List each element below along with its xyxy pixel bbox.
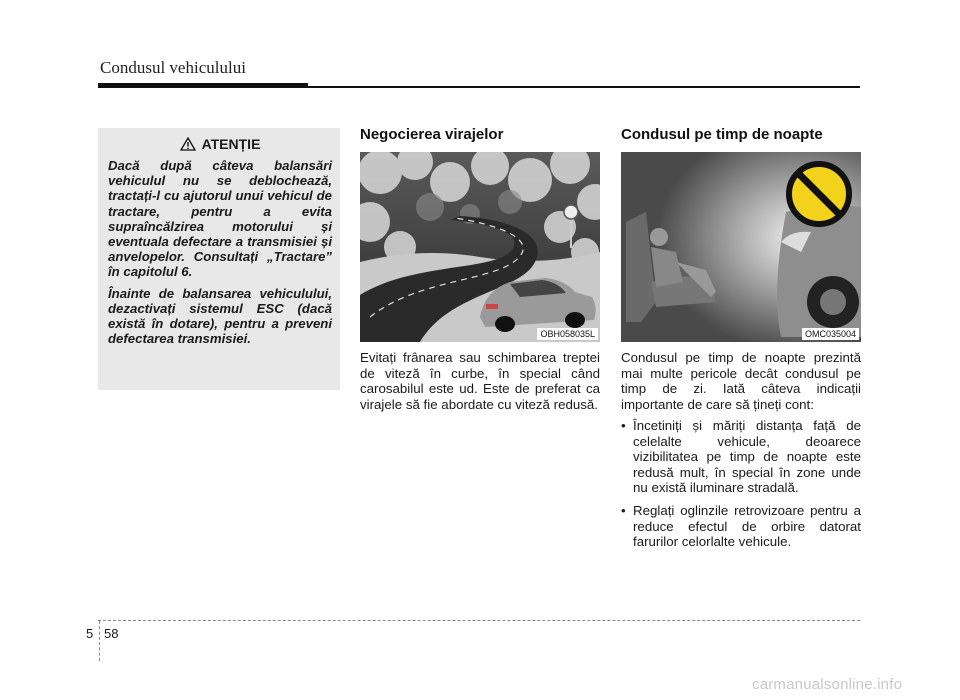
list-item — [621, 503, 861, 550]
chapter-number: 5 — [86, 626, 94, 641]
warning-body — [108, 158, 332, 346]
footer-divider — [99, 621, 100, 661]
running-header: Condusul vehiculului — [100, 58, 246, 77]
watermark: carmanualsonline.info — [752, 676, 903, 693]
cornering-photo — [360, 152, 600, 342]
warning-box — [98, 128, 340, 390]
cornering-text: Evitați frânarea sau schimbarea treptei de viteză în curbe, în special când carosabilul este ud. Este de preferat ca virajele să fie abordate cu viteză redusă. — [360, 350, 600, 412]
night-driving-photo — [621, 152, 861, 342]
header-rule — [98, 86, 860, 88]
warning-heading — [108, 136, 332, 152]
warning-title: ATENȚIE — [201, 136, 261, 152]
list-item — [621, 418, 861, 496]
night-driving-heading: Condusul pe timp de noapte — [621, 126, 823, 143]
page-number: 58 — [104, 626, 119, 641]
image-code: OBH058035L — [537, 328, 598, 340]
warning-triangle-icon — [180, 137, 196, 151]
footer-rule — [98, 620, 860, 621]
night-driving-intro: Condusul pe timp de noapte prezintă mai multe pericole decât condusul pe timp de zi. Iată câteva indicații importante de care să țineți cont: — [621, 350, 861, 412]
winding-road-illustration — [360, 152, 600, 342]
image-code: OMC035004 — [802, 328, 859, 340]
list-item-text: Încetiniți și măriți distanța față de celelalte vehicule, deoarece vizibilitatea pe timp de noapte este redusă mult, în special în zone unde nu există iluminare stradală. — [633, 418, 861, 496]
night-driving-tips — [621, 418, 861, 557]
bullet-symbol: • — [621, 502, 626, 518]
bullet-symbol: • — [621, 418, 626, 433]
headlight-glare-illustration — [621, 152, 861, 342]
list-item-text: Reglați oglinzile retrovizoare pentru a reduce efectul de orbire datorat farurilor celorlalte vehicule. — [633, 502, 861, 550]
warning-paragraph: Dacă după câteva balansări vehiculul nu se deblochează, tractați-l cu ajutorul unui vehicul de tractare, pentru a evita supraîncălzirea motorului și eventuala defectare a transmisiei și anvelopelor. Consultați „Tractare” în capitolul 6. — [108, 158, 332, 280]
warning-paragraph: Înainte de balansarea vehiculului, dezactivați sistemul ESC (dacă există în dotare), pentru a preveni defectarea transmisiei. — [108, 285, 332, 347]
cornering-heading: Negocierea virajelor — [360, 126, 504, 143]
